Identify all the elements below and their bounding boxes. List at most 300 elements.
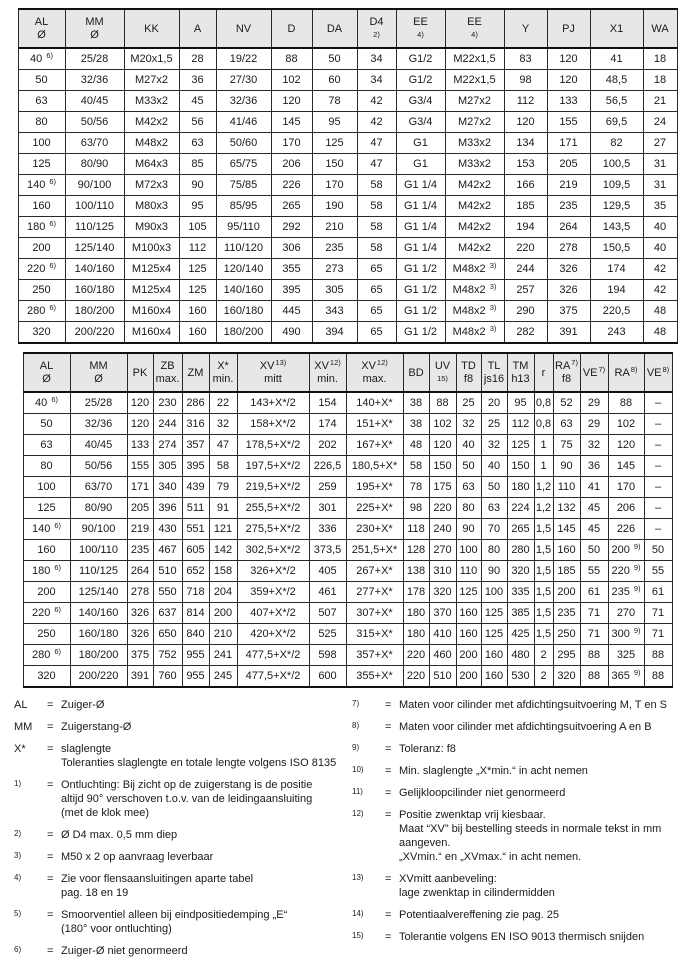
cell: 63 bbox=[553, 414, 580, 435]
cell: 21 bbox=[643, 91, 677, 112]
cell: 158 bbox=[209, 561, 237, 582]
footnote-text bbox=[399, 698, 695, 712]
cell: 210 bbox=[209, 624, 237, 645]
cell: 460 bbox=[429, 645, 456, 666]
cell: 58 bbox=[403, 456, 429, 477]
cell: 326 bbox=[547, 280, 590, 301]
cell: 150,5 bbox=[590, 238, 643, 259]
cell: 63 bbox=[18, 91, 65, 112]
cell: 295 bbox=[553, 645, 580, 666]
cell: 42 bbox=[643, 259, 677, 280]
cell: 134 bbox=[504, 133, 547, 154]
column-header-t1-6: DA bbox=[312, 9, 357, 48]
footnote-key: 4) bbox=[14, 873, 22, 882]
equals-sign: = bbox=[47, 779, 54, 791]
cell: M27x2 bbox=[124, 70, 179, 91]
cell: 355 bbox=[271, 259, 312, 280]
cell: 280 $^{6)}$ bbox=[23, 645, 70, 666]
cell: 50/60 bbox=[216, 133, 271, 154]
cell: 48 bbox=[403, 435, 429, 456]
cell: 171 bbox=[547, 133, 590, 154]
cell: G1 1/4 bbox=[396, 175, 445, 196]
cell: 278 bbox=[547, 238, 590, 259]
cell: 32 bbox=[209, 414, 237, 435]
cell: 160 bbox=[553, 540, 580, 561]
footnote-ref: 3) bbox=[489, 303, 497, 312]
cell: 55 bbox=[580, 561, 608, 582]
cell: 0,8 bbox=[534, 414, 553, 435]
footnote-text bbox=[399, 808, 695, 864]
cell: M125x4 bbox=[124, 259, 179, 280]
cell: 226 bbox=[608, 519, 644, 540]
footnote-entry bbox=[352, 808, 695, 864]
column-header-t1-11: PJ bbox=[547, 9, 590, 48]
cell: 1,5 bbox=[534, 582, 553, 603]
cell: 395 bbox=[271, 280, 312, 301]
cell: 109,5 bbox=[590, 175, 643, 196]
footnote-ref: 9) bbox=[633, 542, 641, 551]
cell: 405 bbox=[309, 561, 346, 582]
footnote-text bbox=[399, 720, 695, 734]
footnote-line: Zuigerstang-Ø bbox=[61, 721, 132, 733]
cell: 45 bbox=[179, 91, 216, 112]
cell: 286 bbox=[182, 392, 209, 414]
cell: 45 bbox=[580, 519, 608, 540]
cell: 326 bbox=[547, 259, 590, 280]
footnote-line: lage zwenktap in cilindermidden bbox=[399, 887, 555, 899]
footnote-key: 2) bbox=[14, 829, 22, 838]
cell: M72x3 bbox=[124, 175, 179, 196]
cell: 160 bbox=[456, 603, 481, 624]
cell: 407+X*/2 bbox=[237, 603, 309, 624]
cell: M90x3 bbox=[124, 217, 179, 238]
cell: 180,5+X* bbox=[346, 456, 403, 477]
footnote-line: altijd 90° verschoven t.o.v. van de leidingaansluiting bbox=[61, 793, 313, 805]
cell: M48x2 $^{3)}$ bbox=[445, 322, 504, 344]
cell: 240 bbox=[429, 519, 456, 540]
cell: 302,5+X*/2 bbox=[237, 540, 309, 561]
cell: 200 bbox=[553, 582, 580, 603]
cell: 550 bbox=[153, 582, 182, 603]
cell: 143,5 bbox=[590, 217, 643, 238]
footnote-entry bbox=[352, 720, 695, 734]
cell: 75/85 bbox=[216, 175, 271, 196]
cell: 45 bbox=[580, 498, 608, 519]
cell: 551 bbox=[182, 519, 209, 540]
cell: 326 bbox=[127, 624, 153, 645]
cell: 18 bbox=[643, 70, 677, 91]
cell: 25 bbox=[456, 392, 481, 414]
cell: 120 bbox=[547, 48, 590, 70]
cell: 80/90 bbox=[65, 154, 124, 175]
cell: 315+X* bbox=[346, 624, 403, 645]
cell: 90/100 bbox=[70, 519, 127, 540]
cell: 47 bbox=[209, 435, 237, 456]
footnote-line: Min. slaglengte „X*min.“ in acht nemen bbox=[399, 765, 588, 777]
cell: 336 bbox=[309, 519, 346, 540]
cell: 56 bbox=[179, 112, 216, 133]
footnote-ref: 12) bbox=[376, 358, 388, 367]
cell: 88 bbox=[580, 645, 608, 666]
cell: 100 bbox=[481, 582, 507, 603]
footnote-key: 5) bbox=[14, 909, 22, 918]
cell: 71 bbox=[580, 624, 608, 645]
cell: M160x4 bbox=[124, 301, 179, 322]
cell: 185 bbox=[504, 196, 547, 217]
footnote-key: 8) bbox=[352, 721, 360, 730]
footnote-text bbox=[61, 872, 352, 900]
cell: 206 bbox=[271, 154, 312, 175]
footnote-key: 1) bbox=[14, 779, 22, 788]
cell: 477,5+X*/2 bbox=[237, 666, 309, 688]
cell: 439 bbox=[182, 477, 209, 498]
column-header-t2-3: ZB max. bbox=[153, 353, 182, 392]
cell: 477,5+X*/2 bbox=[237, 645, 309, 666]
cell: 160 bbox=[18, 196, 65, 217]
cell: 391 bbox=[127, 666, 153, 688]
cell: M48x2 $^{3)}$ bbox=[445, 259, 504, 280]
cell: 32/36 bbox=[216, 91, 271, 112]
footnote-ref: 6) bbox=[54, 521, 62, 530]
cell: 180/200 bbox=[65, 301, 124, 322]
cell: M22x1,5 bbox=[445, 70, 504, 91]
column-header-t2-10: UV 15) bbox=[429, 353, 456, 392]
cell: 140+X* bbox=[346, 392, 403, 414]
cell: – bbox=[644, 519, 672, 540]
footnote-ref: 6) bbox=[49, 177, 57, 186]
cell: 133 bbox=[547, 91, 590, 112]
footnote-ref: 7) bbox=[571, 358, 578, 367]
cell: 50/56 bbox=[65, 112, 124, 133]
cell: 41 bbox=[590, 48, 643, 70]
cell: 420+X*/2 bbox=[237, 624, 309, 645]
footnote-key: 12) bbox=[352, 809, 364, 818]
cell: G1 1/4 bbox=[396, 238, 445, 259]
cell: 335 bbox=[507, 582, 534, 603]
table-row bbox=[18, 91, 677, 112]
cell: 25/28 bbox=[65, 48, 124, 70]
cell: 251,5+X* bbox=[346, 540, 403, 561]
cell: 58 bbox=[357, 196, 396, 217]
cell: 100,5 bbox=[590, 154, 643, 175]
cell: 180/200 bbox=[216, 322, 271, 344]
cell: 27 bbox=[643, 133, 677, 154]
footnote-ref: 6) bbox=[49, 303, 57, 312]
column-header-t2-12: TL js16 bbox=[481, 353, 507, 392]
footnote-ref: 3) bbox=[489, 282, 497, 291]
cell: M42x2 bbox=[445, 217, 504, 238]
cell: 83 bbox=[504, 48, 547, 70]
cell: 373,5 bbox=[309, 540, 346, 561]
cell: 180 bbox=[403, 603, 429, 624]
cell: 200 bbox=[456, 666, 481, 688]
equals-sign: = bbox=[47, 829, 54, 841]
footnote-ref: 9) bbox=[633, 626, 641, 635]
cell: 0,8 bbox=[534, 392, 553, 414]
cell: 410 bbox=[429, 624, 456, 645]
cell: 125/140 bbox=[70, 582, 127, 603]
table-row bbox=[23, 519, 672, 540]
cell: 235 bbox=[312, 238, 357, 259]
cell: 1 bbox=[534, 456, 553, 477]
cell: 143+X*/2 bbox=[237, 392, 309, 414]
cell: 320 bbox=[23, 666, 70, 688]
cell: 307+X* bbox=[346, 603, 403, 624]
cell: 121 bbox=[209, 519, 237, 540]
footnote-column-left bbox=[14, 698, 352, 966]
cell: 80/90 bbox=[70, 498, 127, 519]
cell: 65/75 bbox=[216, 154, 271, 175]
cell: 128 bbox=[403, 540, 429, 561]
cell: 840 bbox=[182, 624, 209, 645]
cell: 250 bbox=[23, 624, 70, 645]
footnote-key: 10) bbox=[352, 765, 364, 774]
footnote-ref: 6) bbox=[54, 605, 62, 614]
cell: G1 1/2 bbox=[396, 280, 445, 301]
cell: 58 bbox=[357, 238, 396, 259]
cell: 150 bbox=[507, 456, 534, 477]
footnote-text bbox=[61, 778, 352, 820]
cell: M42x2 bbox=[445, 175, 504, 196]
cell: 25 bbox=[481, 414, 507, 435]
cell: 158+X*/2 bbox=[237, 414, 309, 435]
equals-sign: = bbox=[47, 851, 54, 863]
footnote-ref: 6) bbox=[51, 395, 58, 404]
table-row bbox=[18, 112, 677, 133]
cell: 82 bbox=[590, 133, 643, 154]
cell: 125 bbox=[481, 624, 507, 645]
column-header-t1-3: A bbox=[179, 9, 216, 48]
column-header-t2-5: X* min. bbox=[209, 353, 237, 392]
footnote-entry bbox=[14, 742, 352, 770]
cell: 1,2 bbox=[534, 498, 553, 519]
cell: 244 bbox=[153, 414, 182, 435]
cell: 220 $^{9)}$ bbox=[608, 561, 644, 582]
cell: 396 bbox=[153, 498, 182, 519]
equals-sign: = bbox=[47, 945, 54, 957]
cell: 61 bbox=[580, 582, 608, 603]
cell: 1 bbox=[534, 435, 553, 456]
cell: 40/45 bbox=[70, 435, 127, 456]
cell: 58 bbox=[357, 175, 396, 196]
column-header-t2-14: r bbox=[534, 353, 553, 392]
cell: 160 bbox=[23, 540, 70, 561]
column-header-t1-4: NV bbox=[216, 9, 271, 48]
cell: 138 bbox=[403, 561, 429, 582]
footnote-ref: 8) bbox=[662, 364, 670, 374]
cell: 112 bbox=[504, 91, 547, 112]
footnote-text bbox=[61, 850, 352, 864]
cell: 219,5+X*/2 bbox=[237, 477, 309, 498]
cell: 36 bbox=[580, 456, 608, 477]
footnote-key: MM bbox=[14, 721, 33, 733]
column-header-t2-15: RA$^{7)}$ f8 bbox=[553, 353, 580, 392]
cell: 194 bbox=[590, 280, 643, 301]
table-row bbox=[23, 477, 672, 498]
footnote-entry bbox=[14, 850, 352, 864]
cell: M80x3 bbox=[124, 196, 179, 217]
footnote-column-right bbox=[352, 698, 695, 966]
cell: 20 bbox=[481, 392, 507, 414]
cell: – bbox=[644, 498, 672, 519]
cell: 110 bbox=[456, 561, 481, 582]
header-row bbox=[23, 353, 672, 392]
cell: 129,5 bbox=[590, 196, 643, 217]
cell: 100 bbox=[456, 540, 481, 561]
cell: 24 bbox=[643, 112, 677, 133]
cell: G3/4 bbox=[396, 112, 445, 133]
cell: 395 bbox=[182, 456, 209, 477]
cell: 110 bbox=[553, 477, 580, 498]
cell: 61 bbox=[644, 582, 672, 603]
cell: 220 $^{6)}$ bbox=[23, 603, 70, 624]
cell: 259 bbox=[309, 477, 346, 498]
column-header-t1-9: EE 4) bbox=[445, 9, 504, 48]
cell: 42 bbox=[643, 280, 677, 301]
cell: 760 bbox=[153, 666, 182, 688]
table-row bbox=[23, 561, 672, 582]
cell: 160 bbox=[179, 322, 216, 344]
table-row bbox=[23, 666, 672, 688]
cell: 65 bbox=[357, 259, 396, 280]
table-row bbox=[23, 540, 672, 561]
cell: 50/56 bbox=[70, 456, 127, 477]
cell: 32/36 bbox=[65, 70, 124, 91]
cell: 175 bbox=[429, 477, 456, 498]
table-row bbox=[18, 280, 677, 301]
equals-sign: = bbox=[385, 743, 392, 755]
cell: 52 bbox=[553, 392, 580, 414]
table-row bbox=[18, 70, 677, 91]
cell: 166 bbox=[504, 175, 547, 196]
cell: 326 bbox=[127, 603, 153, 624]
cell: 142 bbox=[209, 540, 237, 561]
cell: 50 bbox=[644, 540, 672, 561]
cell: 190 bbox=[312, 196, 357, 217]
cell: 50 bbox=[456, 456, 481, 477]
cell: 235 bbox=[547, 196, 590, 217]
cell: 125 bbox=[456, 582, 481, 603]
cell: 340 bbox=[153, 477, 182, 498]
cell: 525 bbox=[309, 624, 346, 645]
cell: 507 bbox=[309, 603, 346, 624]
cell: 31 bbox=[643, 175, 677, 196]
cell: 42 bbox=[357, 112, 396, 133]
cell: 171 bbox=[127, 477, 153, 498]
footnote-text bbox=[399, 872, 695, 900]
footnote-key: AL bbox=[14, 699, 28, 711]
cell: 1,5 bbox=[534, 624, 553, 645]
cell: 273 bbox=[312, 259, 357, 280]
equals-sign: = bbox=[47, 743, 54, 755]
column-header-t1-5: D bbox=[271, 9, 312, 48]
cell: 274 bbox=[153, 435, 182, 456]
cell: 235 bbox=[553, 603, 580, 624]
cell: 250 bbox=[18, 280, 65, 301]
cell: 170 bbox=[312, 175, 357, 196]
cell: 185 bbox=[553, 561, 580, 582]
footnote-ref: 7) bbox=[598, 364, 606, 374]
table-row bbox=[23, 603, 672, 624]
cell: 955 bbox=[182, 645, 209, 666]
cell: 305 bbox=[312, 280, 357, 301]
cell: 174 bbox=[309, 414, 346, 435]
cell: 60 bbox=[312, 70, 357, 91]
cell: 63 bbox=[481, 498, 507, 519]
cell: M48x2 $^{3)}$ bbox=[445, 280, 504, 301]
cell: M33x2 bbox=[124, 91, 179, 112]
cell: 88 bbox=[644, 666, 672, 688]
footnote-key: 7) bbox=[352, 699, 360, 708]
cell: 32 bbox=[580, 435, 608, 456]
footnote-line: Zuiger-Ø bbox=[61, 699, 105, 711]
footnote-line: Ø D4 max. 0,5 mm diep bbox=[61, 829, 178, 841]
cell: 50 bbox=[312, 48, 357, 70]
cell: M33x2 bbox=[445, 154, 504, 175]
equals-sign: = bbox=[385, 931, 392, 943]
cell: 48 bbox=[643, 322, 677, 344]
cell: 200/220 bbox=[70, 666, 127, 688]
header-row bbox=[18, 9, 677, 48]
cell: 100 bbox=[18, 133, 65, 154]
table-row bbox=[18, 238, 677, 259]
table-row bbox=[23, 624, 672, 645]
footnote-text bbox=[399, 786, 695, 800]
cell: 48 bbox=[643, 301, 677, 322]
footnote-line: aangeven. bbox=[399, 837, 451, 849]
cell: 90 bbox=[456, 519, 481, 540]
cell: 195+X* bbox=[346, 477, 403, 498]
column-header-t1-10: Y bbox=[504, 9, 547, 48]
cell: 194 bbox=[504, 217, 547, 238]
column-header-t1-12: X1 bbox=[590, 9, 643, 48]
cell: 50 bbox=[23, 414, 70, 435]
cell: 90 bbox=[553, 456, 580, 477]
cell: M125x4 bbox=[124, 280, 179, 301]
equals-sign: = bbox=[385, 721, 392, 733]
cell: 170 bbox=[608, 477, 644, 498]
cell: 71 bbox=[644, 603, 672, 624]
equals-sign: = bbox=[385, 809, 392, 821]
cell: 95/110 bbox=[216, 217, 271, 238]
cell: 98 bbox=[504, 70, 547, 91]
cell: 204 bbox=[209, 582, 237, 603]
table-row bbox=[18, 259, 677, 280]
footnote-text bbox=[399, 742, 695, 756]
table-row bbox=[18, 217, 677, 238]
column-header-t2-17: RA$^{8)}$ bbox=[608, 353, 644, 392]
cell: 100 bbox=[23, 477, 70, 498]
table-row bbox=[18, 48, 677, 70]
cell: 241 bbox=[209, 645, 237, 666]
cell: 132 bbox=[553, 498, 580, 519]
footnote-ref: 6) bbox=[54, 647, 62, 656]
cell: 50 bbox=[580, 540, 608, 561]
cell: 125 bbox=[481, 603, 507, 624]
cell: 200 $^{9)}$ bbox=[608, 540, 644, 561]
cell: 160 bbox=[456, 624, 481, 645]
footnote-key: 14) bbox=[352, 909, 364, 918]
cell: G1 1/2 bbox=[396, 322, 445, 344]
cell: 530 bbox=[507, 666, 534, 688]
cell: – bbox=[644, 414, 672, 435]
equals-sign: = bbox=[47, 873, 54, 885]
cell: 105 bbox=[179, 217, 216, 238]
cell: 125 bbox=[23, 498, 70, 519]
footnote-entry bbox=[14, 828, 352, 842]
footnote-line: Gelijkloopcilinder niet genormeerd bbox=[399, 787, 566, 799]
cell: 85 bbox=[179, 154, 216, 175]
